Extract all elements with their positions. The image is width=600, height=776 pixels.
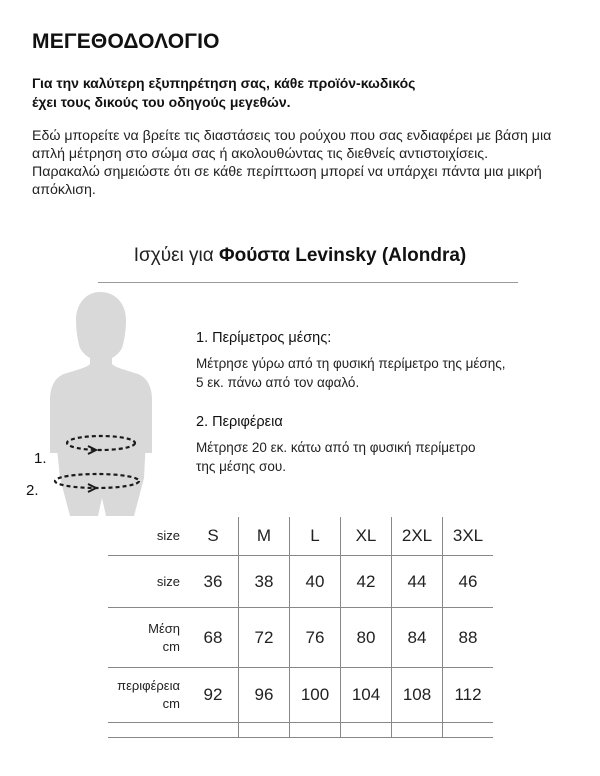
table-cell xyxy=(188,723,239,738)
applies-to-heading xyxy=(0,245,600,267)
table-cell: S xyxy=(188,517,239,556)
table-cell: XL xyxy=(341,517,392,556)
table-cell: 112 xyxy=(443,668,494,723)
page-title: ΜΕΓΕΘΟΔΟΛΟΓΙΟ xyxy=(32,30,220,53)
measurement-hips xyxy=(196,414,476,476)
table-cell: 2XL xyxy=(392,517,443,556)
table-row xyxy=(108,608,493,668)
divider xyxy=(98,282,518,283)
row-header-line: size xyxy=(156,573,180,589)
measurement-heading: 1. Περίμετρος μέσης: xyxy=(196,330,332,346)
measurement-line: της μέσης σου. xyxy=(196,459,286,474)
row-header-line: περιφέρεια xyxy=(117,678,180,693)
table-cell: 42 xyxy=(341,556,392,608)
table-cell xyxy=(239,723,290,738)
row-header-line: Μέση xyxy=(148,620,180,636)
table-cell: 36 xyxy=(188,556,239,608)
table-cell xyxy=(443,723,494,738)
measurement-line: Μέτρησε 20 εκ. κάτω από τη φυσική περίμετρο xyxy=(196,440,476,455)
table-cell: 100 xyxy=(290,668,341,723)
body-silhouette-icon xyxy=(40,288,180,523)
row-header xyxy=(108,556,188,608)
disclaimer-paragraph: Παρακαλώ σημειώστε ότι σε κάθε περίπτωση μπορεί να υπάρχει πάντα μια μικρή απόκλιση. xyxy=(32,164,542,198)
table-row xyxy=(108,668,493,723)
table-cell xyxy=(341,723,392,738)
measurement-line: Μέτρησε γύρω από τη φυσική περίμετρο της μέσης, xyxy=(196,356,506,371)
row-header xyxy=(108,608,188,668)
table-cell: 68 xyxy=(188,608,239,668)
figure-label-hips: 2. xyxy=(26,482,39,499)
figure-label-waist: 1. xyxy=(34,450,47,467)
table-cell: 76 xyxy=(290,608,341,668)
table-row xyxy=(108,556,493,608)
table-cell: 84 xyxy=(392,608,443,668)
intro-lead xyxy=(32,74,415,112)
row-header xyxy=(108,668,188,723)
measurement-heading: 2. Περιφέρεια xyxy=(196,414,283,430)
table-cell: M xyxy=(239,517,290,556)
measurement-line: 5 εκ. πάνω από τον αφαλό. xyxy=(196,375,360,390)
table-cell: 88 xyxy=(443,608,494,668)
table-cell xyxy=(290,723,341,738)
table-cell: 104 xyxy=(341,668,392,723)
table-cell: 46 xyxy=(443,556,494,608)
table-cell: 96 xyxy=(239,668,290,723)
row-header-line: cm xyxy=(162,696,180,711)
table-cell xyxy=(392,723,443,738)
intro-body xyxy=(32,127,572,199)
row-header-line: size xyxy=(156,528,180,543)
size-chart-table xyxy=(108,517,493,738)
table-row-spacer xyxy=(108,723,493,738)
table-cell: L xyxy=(290,517,341,556)
table-cell: 80 xyxy=(341,608,392,668)
intro-lead-line: έχει τους δικούς του οδηγούς μεγεθών. xyxy=(32,94,291,110)
row-header-line: cm xyxy=(162,638,180,654)
intro-lead-line: Για την καλύτερη εξυπηρέτηση σας, κάθε προϊόν-κωδικός xyxy=(32,75,416,91)
row-header xyxy=(108,517,188,556)
table-cell: 72 xyxy=(239,608,290,668)
table-cell: 38 xyxy=(239,556,290,608)
table-cell xyxy=(108,723,188,738)
body-silhouette-figure xyxy=(40,288,180,523)
table-cell: 40 xyxy=(290,556,341,608)
measurement-waist xyxy=(196,330,506,392)
intro-paragraph: Εδώ μπορείτε να βρείτε τις διαστάσεις του ρούχου που σας ενδιαφέρει με βάση μια απλή μέτρηση στο σώμα σας ή ακολουθώντας τις διεθνείς αντιστοιχίσεις. xyxy=(32,128,552,162)
table-cell: 3XL xyxy=(443,517,494,556)
table-cell: 92 xyxy=(188,668,239,723)
table-cell: 108 xyxy=(392,668,443,723)
applies-to-prefix: Ισχύει για xyxy=(133,245,214,266)
table-cell: 44 xyxy=(392,556,443,608)
table-row xyxy=(108,517,493,556)
product-name: Φούστα Levinsky (Alondra) xyxy=(219,245,467,266)
